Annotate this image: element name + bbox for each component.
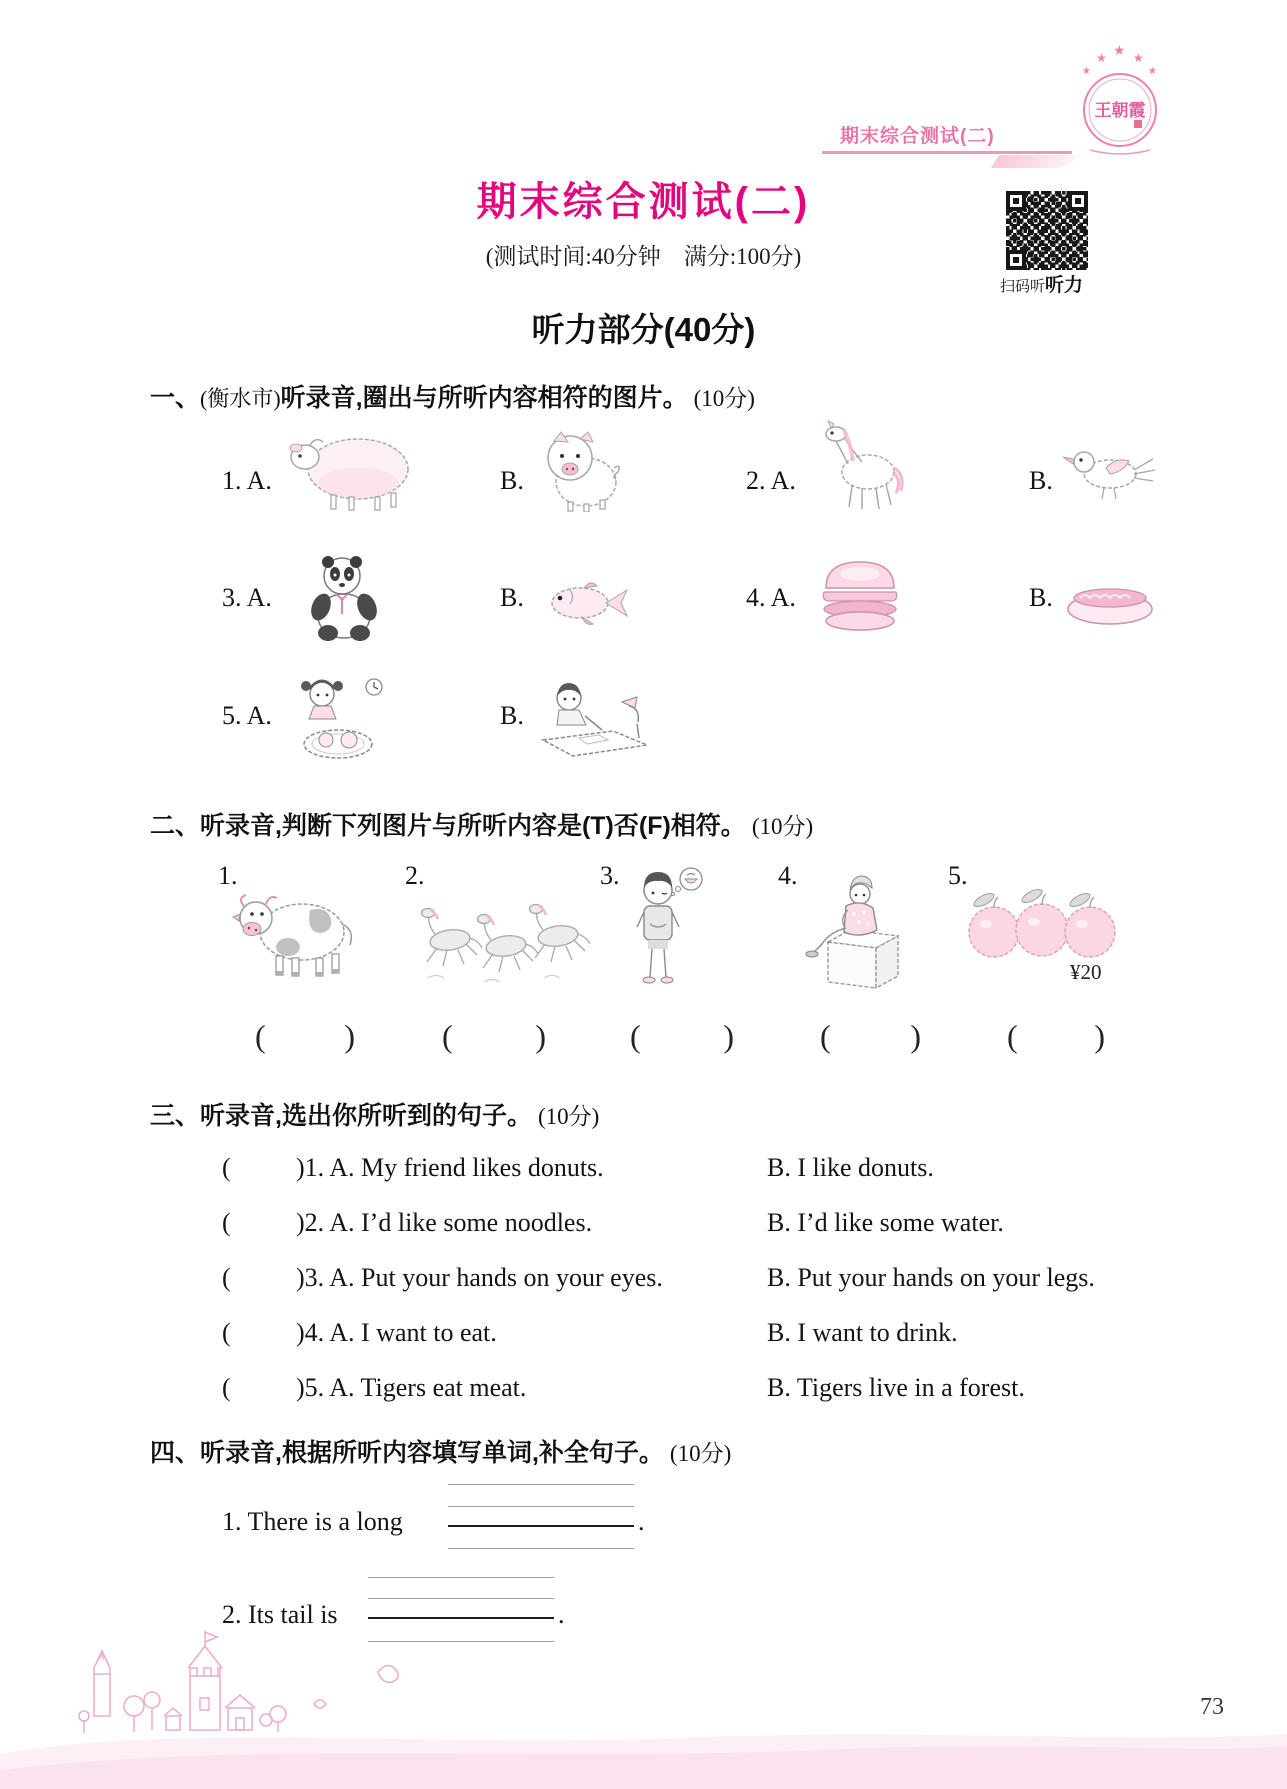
section-one-marker: 一、 (150, 384, 201, 412)
boy-writing-icon (535, 682, 655, 770)
section-four-heading (150, 1435, 731, 1469)
section-four-instruction: 听录音,根据所听内容填写单词,补全句子。 (200, 1439, 664, 1467)
question-paren: ( (222, 1153, 231, 1182)
qr-caption-bold: 听力 (1045, 275, 1084, 296)
section-three-points: (10分) (537, 1104, 600, 1129)
paren-open: ( (442, 1018, 453, 1054)
paren-close: ) (344, 1018, 355, 1054)
star-icon: ★ (1148, 66, 1157, 77)
corner-underline (822, 151, 1072, 154)
option-b-text: B. I want to drink. (767, 1318, 958, 1347)
question-option-a (296, 1372, 526, 1403)
answer-parens (442, 1020, 546, 1052)
stamp-brand-text: 王朝霞 (1094, 101, 1146, 120)
answer-parens (255, 1020, 355, 1052)
option-label: 5. A. (222, 701, 272, 730)
item-number: 4. (778, 861, 798, 890)
qr-caption-normal: 扫码听 (1000, 278, 1046, 295)
option-label: 4. A. (746, 583, 796, 612)
option-a-text: A. Put your hands on your eyes. (329, 1263, 663, 1292)
qr-finder-icon (1068, 191, 1088, 211)
qr-code (1006, 191, 1088, 270)
question-paren: ( (222, 1263, 231, 1292)
paren-open: ( (630, 1018, 641, 1054)
star-icon: ★ (1113, 42, 1126, 58)
option-a-text: A. I want to eat. (329, 1318, 497, 1347)
item-number: 1. (218, 861, 238, 890)
fill-sentence-prefix: 2. Its tail is (222, 1600, 338, 1629)
option-label: B. (500, 583, 524, 612)
section-two-heading (150, 808, 813, 842)
paren-open: ( (820, 1018, 831, 1054)
brand-stamp (1072, 40, 1167, 155)
corner-swoosh (990, 155, 1077, 168)
question-lead: )2. (296, 1208, 325, 1237)
section-three-marker: 三、 (150, 1102, 201, 1130)
section-one-points: (10分) (693, 386, 755, 411)
hamburger-icon (818, 552, 903, 634)
running-horses-icon (420, 896, 590, 986)
paren-open: ( (1007, 1018, 1018, 1054)
item-number: 2. (405, 861, 425, 890)
question-paren: ( (222, 1373, 231, 1402)
fill-sentence-prefix: 1. There is a long (222, 1507, 403, 1536)
section-four-marker: 四、 (150, 1439, 201, 1467)
section-two-marker: 二、 (150, 812, 201, 840)
corner-running-title: 期末综合测试(二) (840, 126, 995, 147)
option-b-text: B. I’d like some water. (767, 1208, 1004, 1237)
answer-parens (630, 1020, 734, 1052)
hot-dog-icon (1060, 578, 1160, 628)
writing-blank (448, 1484, 634, 1550)
star-icon: ★ (1096, 51, 1107, 65)
option-label: B. (1029, 583, 1053, 612)
question-paren: ( (222, 1208, 231, 1237)
section-two-instruction: 听录音,判断下列图片与所听内容是(T)否(F)相符。 (200, 812, 746, 840)
option-b-text: B. Put your hands on your legs. (767, 1263, 1095, 1292)
girl-eating-icon (286, 676, 386, 766)
fish-icon (540, 576, 635, 630)
question-lead: )5. (296, 1373, 325, 1402)
option-a-text: A. My friend likes donuts. (329, 1153, 604, 1182)
girl-on-box-icon (798, 868, 908, 994)
star-icon: ★ (1133, 51, 1144, 65)
question-lead: )3. (296, 1263, 325, 1292)
bird-icon (1062, 440, 1157, 504)
section-three-heading (150, 1098, 599, 1132)
option-b-text: B. Tigers live in a forest. (767, 1373, 1025, 1402)
peaches-icon (966, 880, 1116, 964)
option-label: B. (1029, 466, 1053, 495)
option-a-text: A. Tigers eat meat. (329, 1373, 527, 1402)
qr-finder-icon (1006, 250, 1026, 270)
item-number: 3. (600, 861, 620, 890)
option-label: B. (500, 466, 524, 495)
pig-icon (532, 428, 624, 512)
question-paren: ( (222, 1318, 231, 1347)
paren-close: ) (723, 1018, 734, 1054)
question-option-a (296, 1317, 497, 1348)
horse-icon (810, 420, 910, 514)
question-option-a (296, 1262, 663, 1293)
qr-caption (1000, 276, 1083, 295)
question-option-a (296, 1152, 604, 1183)
option-label: 3. A. (222, 583, 272, 612)
test-info-subtitle: (测试时间:40分钟 满分:100分) (485, 244, 802, 269)
section-one-source: (衡水市) (200, 386, 281, 411)
paren-close: ) (910, 1018, 921, 1054)
sheep-icon (283, 427, 423, 515)
page-title: 期末综合测试(二) (476, 180, 811, 224)
item-number: 5. (948, 861, 968, 890)
option-a-text: A. I’d like some noodles. (329, 1208, 593, 1237)
section-one-heading (150, 380, 755, 414)
answer-parens (820, 1020, 921, 1052)
listening-part-title: 听力部分(40分) (531, 311, 756, 348)
cow-icon (232, 880, 362, 982)
answer-parens (1007, 1020, 1105, 1052)
price-label: ¥20 (1070, 960, 1102, 984)
section-three-instruction: 听录音,选出你所听到的句子。 (200, 1102, 532, 1130)
section-four-points: (10分) (669, 1441, 732, 1466)
paren-close: ) (535, 1018, 546, 1054)
question-option-a (296, 1207, 592, 1238)
question-lead: )1. (296, 1153, 325, 1182)
option-label: 1. A. (222, 466, 272, 495)
qr-finder-icon (1006, 191, 1026, 211)
boy-thinking-icon (626, 866, 706, 996)
section-one-instruction: 听录音,圈出与所听内容相符的图片。 (280, 384, 688, 412)
paren-close: ) (1094, 1018, 1105, 1054)
page-number: 73 (1200, 1694, 1224, 1720)
question-lead: )4. (296, 1318, 325, 1347)
paren-open: ( (255, 1018, 266, 1054)
fill-sentence-suffix: . (638, 1507, 645, 1536)
option-label: B. (500, 701, 524, 730)
option-label: 2. A. (746, 466, 796, 495)
option-b-text: B. I like donuts. (767, 1153, 934, 1182)
panda-icon (300, 552, 390, 644)
fill-sentence-suffix: . (558, 1600, 565, 1629)
footer-doodles (78, 1618, 438, 1740)
section-two-points: (10分) (751, 814, 814, 839)
star-icon: ★ (1082, 66, 1091, 77)
